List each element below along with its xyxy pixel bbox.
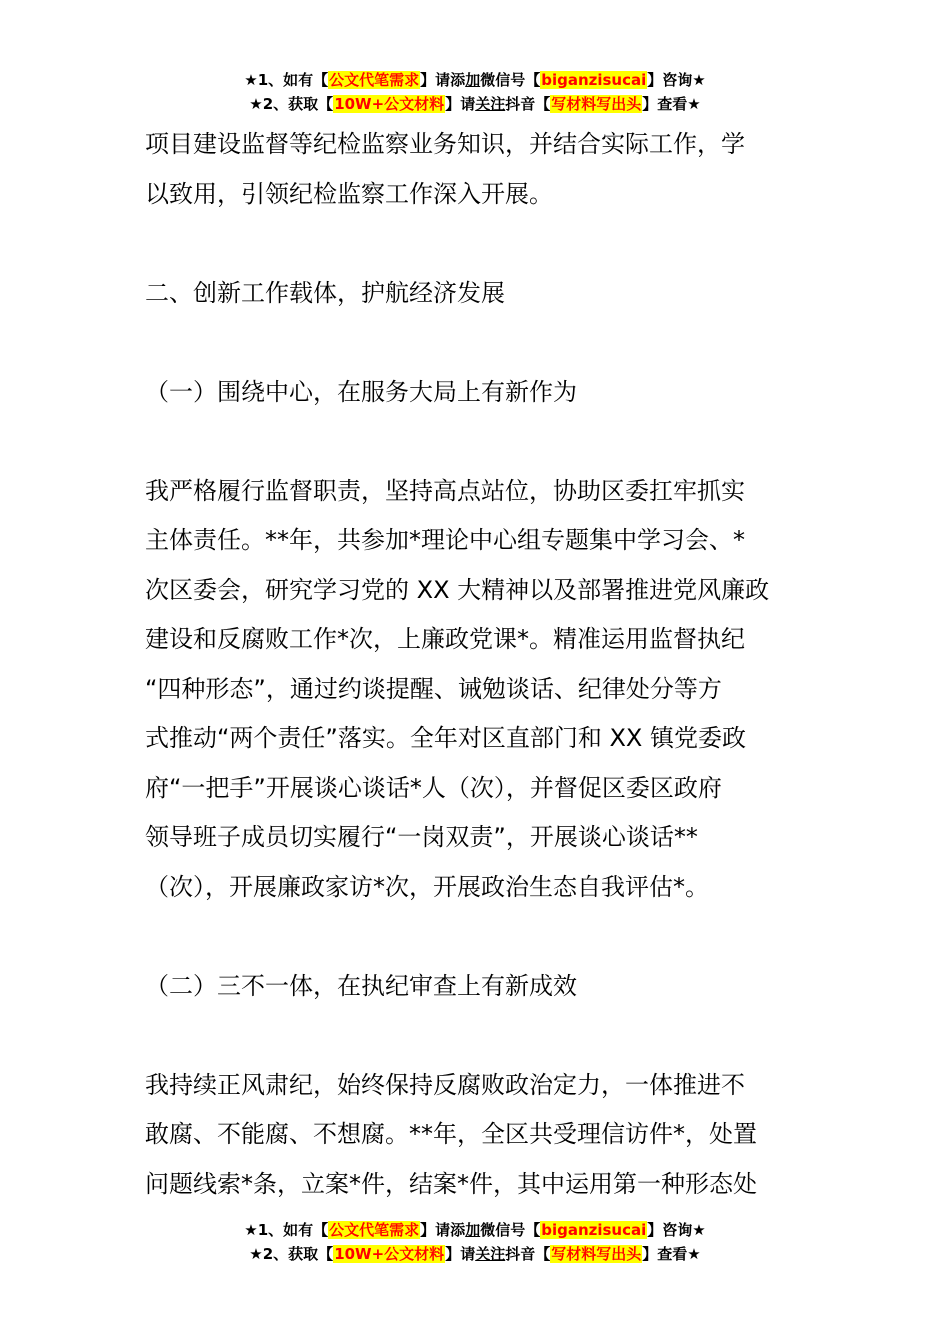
footer-banner xyxy=(0,1218,950,1266)
banner-highlight-wechat-id: biganzisucai xyxy=(541,1221,647,1239)
paragraph-line: 我持续正风肃纪，始终保持反腐败政治定力，一体推进不 xyxy=(145,1070,745,1099)
paragraph xyxy=(145,1061,807,1210)
banner-text: 】请 xyxy=(445,95,476,113)
banner-text: 抖音【 xyxy=(505,1245,551,1263)
paragraph-line: 次区委会，研究学习党的 XX 大精神以及部署推进党风廉政 xyxy=(145,575,770,604)
banner-text: 】咨询★ xyxy=(647,1221,706,1239)
banner-text: 】请添 xyxy=(420,71,466,89)
header-banner xyxy=(0,68,950,116)
banner-highlight-materials: 10W+公文材料 xyxy=(334,1245,445,1263)
subsection-heading: （二）三不一体，在执纪审查上有新成效 xyxy=(145,971,577,1000)
banner-text: 抖音【 xyxy=(505,95,551,113)
paragraph-line: 我严格履行监督职责，坚持高点站位，协助区委扛牢抓实 xyxy=(145,476,745,505)
section-heading: 二、创新工作载体，护航经济发展 xyxy=(145,278,505,307)
banner-text: ★1、如有【 xyxy=(244,1221,329,1239)
banner-text: 微信号【 xyxy=(480,71,541,89)
banner-text: 】查看★ xyxy=(642,1245,701,1263)
banner-line-1 xyxy=(0,1218,950,1242)
banner-underlined: 加 xyxy=(465,71,481,89)
paragraph-line: （次），开展廉政家访*次，开展政治生态自我评估*。 xyxy=(145,872,709,901)
banner-highlight-service: 公文代笔需求 xyxy=(329,71,420,89)
banner-text: 】请 xyxy=(445,1245,476,1263)
paragraph-line: 领导班子成员切实履行“一岗双责”，开展谈心谈话** xyxy=(145,823,698,851)
subsection-heading: （一）围绕中心，在服务大局上有新作为 xyxy=(145,377,577,406)
banner-text: ★2、获取【 xyxy=(249,1245,334,1263)
paragraph-line: “四种形态”，通过约谈提醒、诫勉谈话、纪律处分等方 xyxy=(145,674,722,703)
paragraph-line: 敢腐、不能腐、不想腐。**年，全区共受理信访件*，处置 xyxy=(145,1120,757,1148)
paragraph-line: 问题线索*条，立案*件，结案*件，其中运用第一种形态处 xyxy=(145,1169,757,1198)
banner-underlined: 关注 xyxy=(475,1245,506,1263)
paragraph-line: 以致用，引领纪检监察工作深入开展。 xyxy=(145,179,553,208)
paragraph-line: 式推动“两个责任”落实。全年对区直部门和 XX 镇党委政 xyxy=(145,724,747,752)
paragraph-line: 府“一把手”开展谈心谈话*人（次），并督促区委区政府 xyxy=(145,773,722,802)
banner-highlight-wechat-id: biganzisucai xyxy=(541,71,647,89)
banner-highlight-materials: 10W+公文材料 xyxy=(334,95,445,113)
banner-highlight-service: 公文代笔需求 xyxy=(329,1221,420,1239)
banner-text: ★1、如有【 xyxy=(244,71,329,89)
banner-text: ★2、获取【 xyxy=(249,95,334,113)
paragraph xyxy=(145,467,807,913)
paragraph-line: 项目建设监督等纪检监察业务知识，并结合实际工作，学 xyxy=(145,130,745,158)
paragraph-line: 主体责任。**年，共参加*理论中心组专题集中学习会、* xyxy=(145,526,745,554)
banner-underlined: 加 xyxy=(465,1221,481,1239)
banner-line-2 xyxy=(0,92,950,116)
banner-text: 】咨询★ xyxy=(647,71,706,89)
paragraph-line: 建设和反腐败工作*次，上廉政党课*。精准运用监督执纪 xyxy=(145,625,745,653)
banner-line-2 xyxy=(0,1242,950,1266)
banner-text: 微信号【 xyxy=(480,1221,541,1239)
banner-underlined: 关注 xyxy=(475,95,506,113)
banner-highlight-douyin: 写材料写出头 xyxy=(551,95,642,113)
banner-text: 】请添 xyxy=(420,1221,466,1239)
banner-line-1 xyxy=(0,68,950,92)
banner-highlight-douyin: 写材料写出头 xyxy=(551,1245,642,1263)
banner-text: 】查看★ xyxy=(642,95,701,113)
document-body xyxy=(145,120,807,1209)
